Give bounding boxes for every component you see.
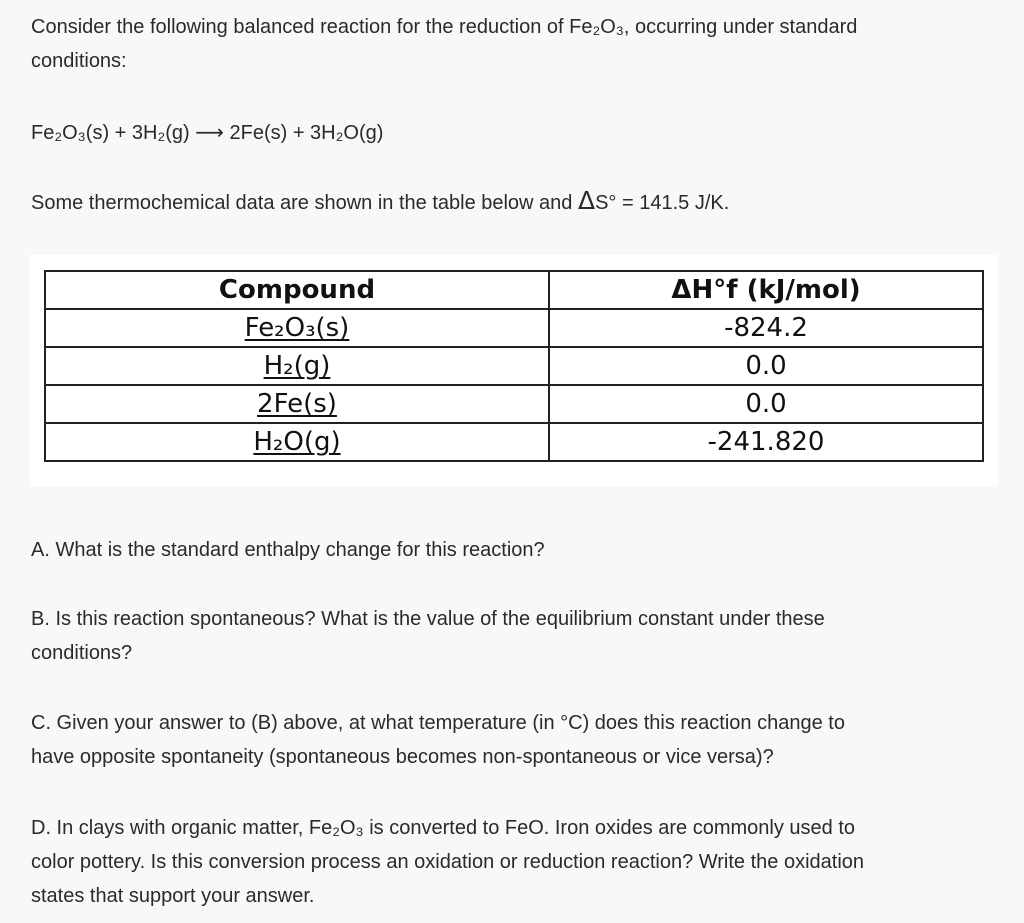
thermo-data-table	[44, 270, 984, 462]
intro-line-1: Consider the following balanced reaction for the reduction of Fe₂O₃, occurring under standard	[31, 16, 858, 38]
question-d-line-1: D. In clays with organic matter, Fe₂O₃ is converted to FeO. Iron oxides are commonly used to	[31, 817, 856, 839]
entropy-note-prefix: Some thermochemical data are shown in the table below and	[31, 192, 578, 214]
delta-symbol: Δ	[577, 186, 596, 215]
question-d-line-2: color pottery. Is this conversion process an oxidation or reduction reaction? Write the oxidation	[31, 851, 865, 873]
table-row	[45, 423, 983, 461]
entropy-note-suffix: S° = 141.5 J/K.	[595, 192, 730, 214]
question-c-line-2: have opposite spontaneity (spontaneous becomes non-spontaneous or vice versa)?	[31, 746, 774, 768]
question-b-line-1: B. Is this reaction spontaneous? What is the value of the equilibrium constant under these	[31, 608, 825, 630]
compound-cell	[45, 347, 549, 385]
header-enthalpy: ΔH°f (kJ/mol)	[549, 271, 983, 309]
table-row	[45, 309, 983, 347]
question-c-line-1: C. Given your answer to (B) above, at what temperature (in °C) does this reaction change to	[31, 712, 845, 734]
question-a: A. What is the standard enthalpy change for this reaction?	[31, 539, 545, 561]
compound-name: Fe₂O₃(s)	[244, 313, 350, 343]
enthalpy-cell: 0.0	[549, 347, 983, 385]
enthalpy-cell: -824.2	[549, 309, 983, 347]
compound-cell	[45, 423, 549, 461]
reaction-equation: Fe₂O₃(s) + 3H₂(g) ⟶ 2Fe(s) + 3H₂O(g)	[31, 122, 384, 144]
question-b-line-2: conditions?	[31, 642, 133, 664]
table-row	[45, 385, 983, 423]
enthalpy-cell: 0.0	[549, 385, 983, 423]
compound-name: 2Fe(s)	[257, 389, 337, 419]
entropy-note	[31, 186, 729, 220]
table-row	[45, 347, 983, 385]
thermo-table-panel	[30, 255, 998, 487]
compound-name: H₂O(g)	[253, 427, 341, 457]
enthalpy-cell: -241.820	[549, 423, 983, 461]
table-header-row	[45, 271, 983, 309]
compound-cell	[45, 309, 549, 347]
compound-cell	[45, 385, 549, 423]
intro-line-2: conditions:	[31, 50, 127, 72]
header-compound: Compound	[45, 271, 549, 309]
compound-name: H₂(g)	[263, 351, 331, 381]
question-d-line-3: states that support your answer.	[31, 885, 315, 907]
